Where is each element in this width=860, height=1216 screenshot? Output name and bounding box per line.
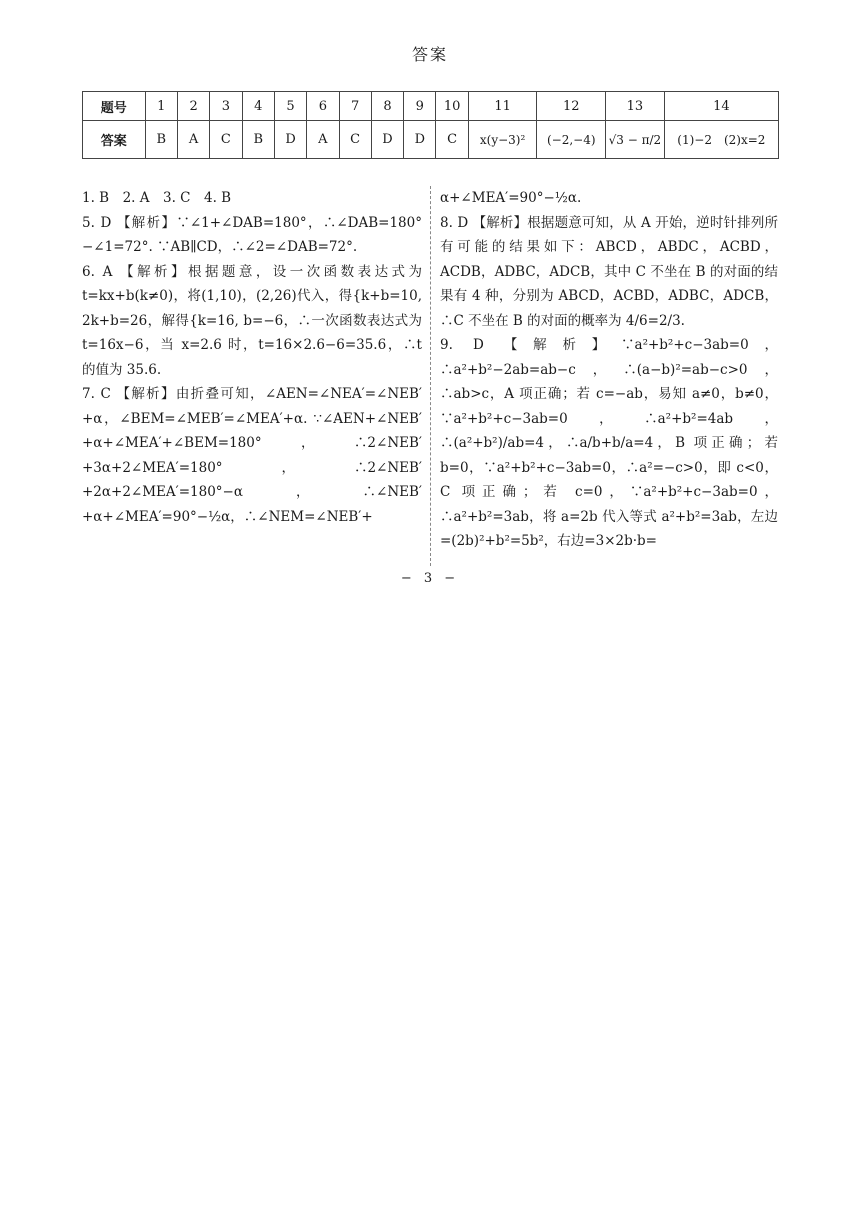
- table-cell: B: [145, 121, 177, 159]
- table-cell: x(y−3)²: [468, 121, 537, 159]
- answer-table: [82, 91, 779, 159]
- table-cell: C: [436, 121, 468, 159]
- page-number: − 3 −: [400, 571, 460, 586]
- answer-8: 8. D 【解析】根据题意可知，从 A 开始，逆时针排列所有可能的结果如下：ABCD，ABDC，ACBD，ACDB，ADBC，ADCB，其中 C 不坐在 B 的对面的结果有 4 种，分别为 ABCD，ACBD，ADBC，ADCB，∴C 不坐在 B 的对面的概率为 4/6=2/3.: [440, 214, 778, 329]
- row-header-answer: 答案: [83, 121, 146, 159]
- left-column: [82, 186, 422, 529]
- answer-7-continued: α+∠MEA′=90°−½α.: [440, 190, 582, 206]
- answer-1-4: 1. B 2. A 3. C 4. B: [82, 190, 232, 206]
- right-column: [440, 186, 778, 554]
- table-cell: B: [242, 121, 274, 159]
- table-cell: D: [274, 121, 306, 159]
- table-cell: 14: [664, 92, 778, 121]
- table-cell: √3 − π/2: [606, 121, 665, 159]
- table-cell: 10: [436, 92, 468, 121]
- table-cell: 9: [404, 92, 436, 121]
- table-cell: 4: [242, 92, 274, 121]
- column-divider: [430, 186, 431, 566]
- table-cell: 13: [606, 92, 665, 121]
- table-cell: A: [177, 121, 209, 159]
- table-cell: 6: [307, 92, 339, 121]
- table-cell: 8: [371, 92, 403, 121]
- table-cell: C: [339, 121, 371, 159]
- answer-5: 5. D 【解析】∵∠1+∠DAB=180°，∴∠DAB=180°−∠1=72°. ∵AB∥CD，∴∠2=∠DAB=72°.: [82, 214, 422, 255]
- table-cell: 2: [177, 92, 209, 121]
- table-cell: D: [404, 121, 436, 159]
- row-header-number: 题号: [83, 92, 146, 121]
- table-cell: D: [371, 121, 403, 159]
- table-row-answers: [83, 121, 779, 159]
- table-cell: (1)−2 (2)x=2: [664, 121, 778, 159]
- table-row-numbers: [83, 92, 779, 121]
- table-cell: 5: [274, 92, 306, 121]
- table-cell: 3: [210, 92, 242, 121]
- table-cell: (−2,−4): [537, 121, 606, 159]
- page-title: 答案: [411, 45, 448, 64]
- table-cell: A: [307, 121, 339, 159]
- answer-9: 9. D 【解析】∵a²+b²+c−3ab=0，∴a²+b²−2ab=ab−c，∴(a−b)²=ab−c>0，∴ab>c，A 项正确；若 c=−ab，易知 a≠0，b≠0，∵a²+b²+c−3ab=0，∴a²+b²=4ab，∴(a²+b²)/ab=4，∴a/b+b/a=4，B 项正确；若 b=0，∵a²+b²+c−3ab=0，∴a²=−c>0，即 c<0，C 项正确；若 c=0，∵a²+b²+c−3ab=0，∴a²+b²=3ab，将 a=2b 代入等式 a²+b²=3ab，左边=(2b)²+b²=5b²，右边=3×2b·b=: [440, 337, 778, 549]
- answer-7: 7. C 【解析】由折叠可知，∠AEN=∠NEA′=∠NEB′+α，∠BEM=∠MEB′=∠MEA′+α. ∵∠AEN+∠NEB′+α+∠MEA′+∠BEM=180°，∴2∠NEB′+3α+2∠MEA′=180°，∴2∠NEB′+2α+2∠MEA′=180°−α，∴∠NEB′+α+∠MEA′=90°−½α，∴∠NEM=∠NEB′+: [82, 386, 422, 525]
- table-cell: 7: [339, 92, 371, 121]
- answer-6: 6. A 【解析】根据题意，设一次函数表达式为 t=kx+b(k≠0)，将(1,10)，(2,26)代入，得{k+b=10, 2k+b=26，解得{k=16, b=−6，∴一次函数表达式为 t=16x−6，当 x=2.6 时，t=16×2.6−6=35.6，∴t 的值为 35.6.: [82, 263, 422, 378]
- table-cell: C: [210, 121, 242, 159]
- table-cell: 1: [145, 92, 177, 121]
- table-cell: 11: [468, 92, 537, 121]
- table-cell: 12: [537, 92, 606, 121]
